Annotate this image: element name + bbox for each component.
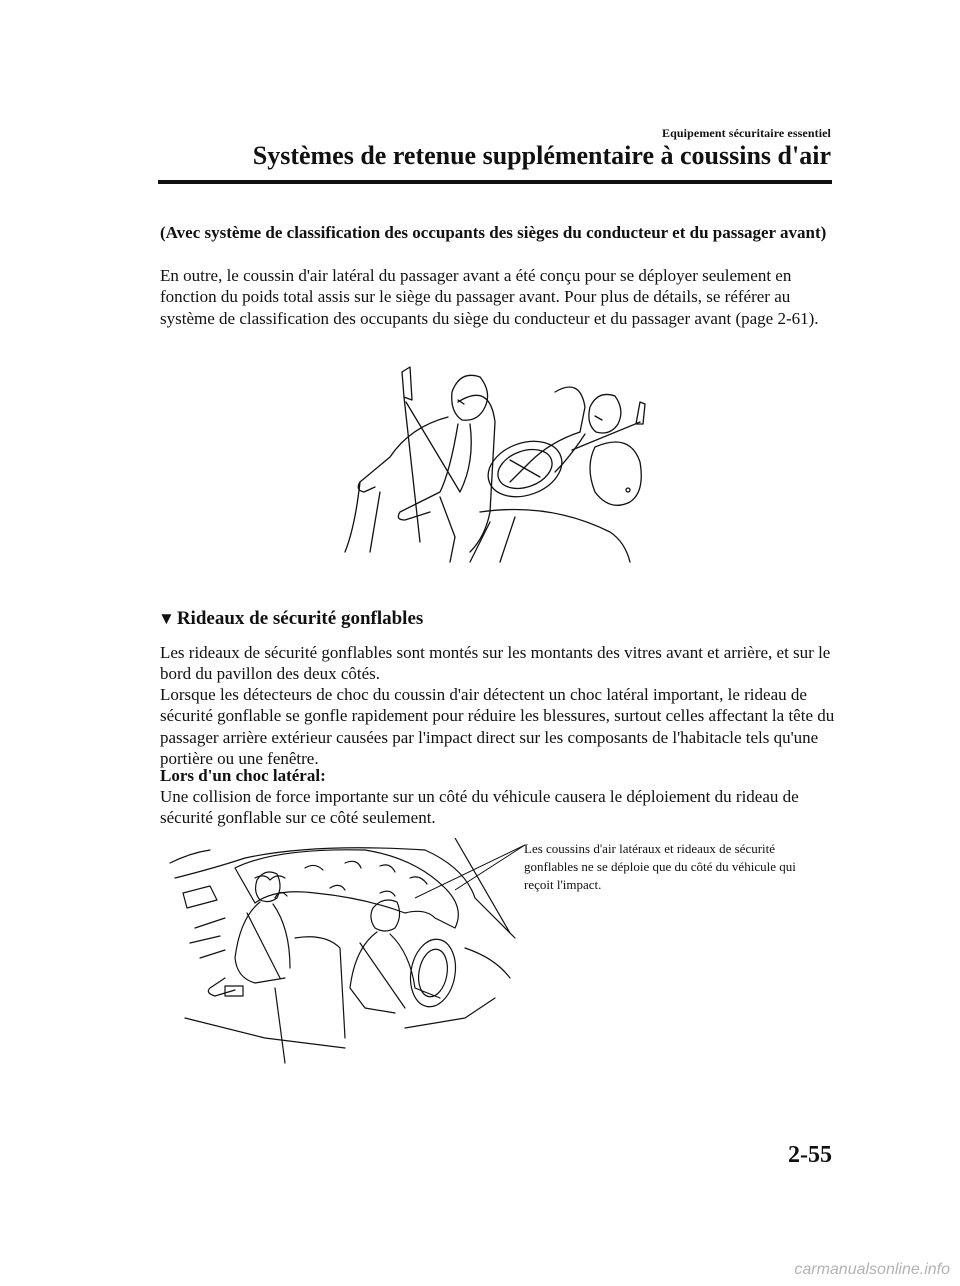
section-subheading: Lors d'un choc latéral: (160, 766, 326, 785)
triangle-marker-icon: ▼ (158, 609, 175, 628)
section-paragraph-3: Une collision de force importante sur un côté du véhicule causera le déploiement du rideau de sécurité gonflable sur ce côté seulement. (160, 787, 799, 828)
header-rule (158, 180, 832, 184)
caption-leader-lines (410, 840, 530, 900)
section-heading (158, 608, 423, 630)
figure-caption: Les coussins d'air latéraux et rideaux de sécurité gonflables ne se déploie que du côté du véhicule qui reçoit l'impact. (524, 841, 796, 892)
section-title: Systèmes de retenue supplémentaire à coussins d'air (252, 141, 831, 170)
page-number: 2-55 (788, 1142, 832, 1168)
front-airbag-illustration (340, 362, 660, 567)
section-heading-text: Rideaux de sécurité gonflables (176, 608, 424, 629)
chapter-label: Equipement sécuritaire essentiel (662, 126, 831, 140)
watermark: carmanualsonline.info (794, 1261, 950, 1278)
section-paragraph-1: Les rideaux de sécurité gonflables sont montés sur les montants des vitres avant et arrière, et sur le bord du pavillon des deux côtés. (160, 643, 831, 684)
section-paragraph-2: Lorsque les détecteurs de choc du coussin d'air détectent un choc latéral important, le rideau de sécurité gonflable se gonfle rapidement pour réduire les blessures, surtout celles affectant la tête du passager arrière extérieur causées par l'impact direct sur les composants de l'habitacle tels qu'une portière ou une fenêtre. (160, 685, 835, 768)
intro-paragraph: En outre, le coussin d'air latéral du passager avant a été conçu pour se déployer seulement en fonction du poids total assis sur le siège du passager avant. Pour plus de détails, se référer au système de classification des occupants du siège du conducteur et du passager avant (page 2-61). (160, 266, 819, 328)
intro-heading: (Avec système de classification des occupants des sièges du conducteur et du passager avant) (160, 223, 827, 242)
